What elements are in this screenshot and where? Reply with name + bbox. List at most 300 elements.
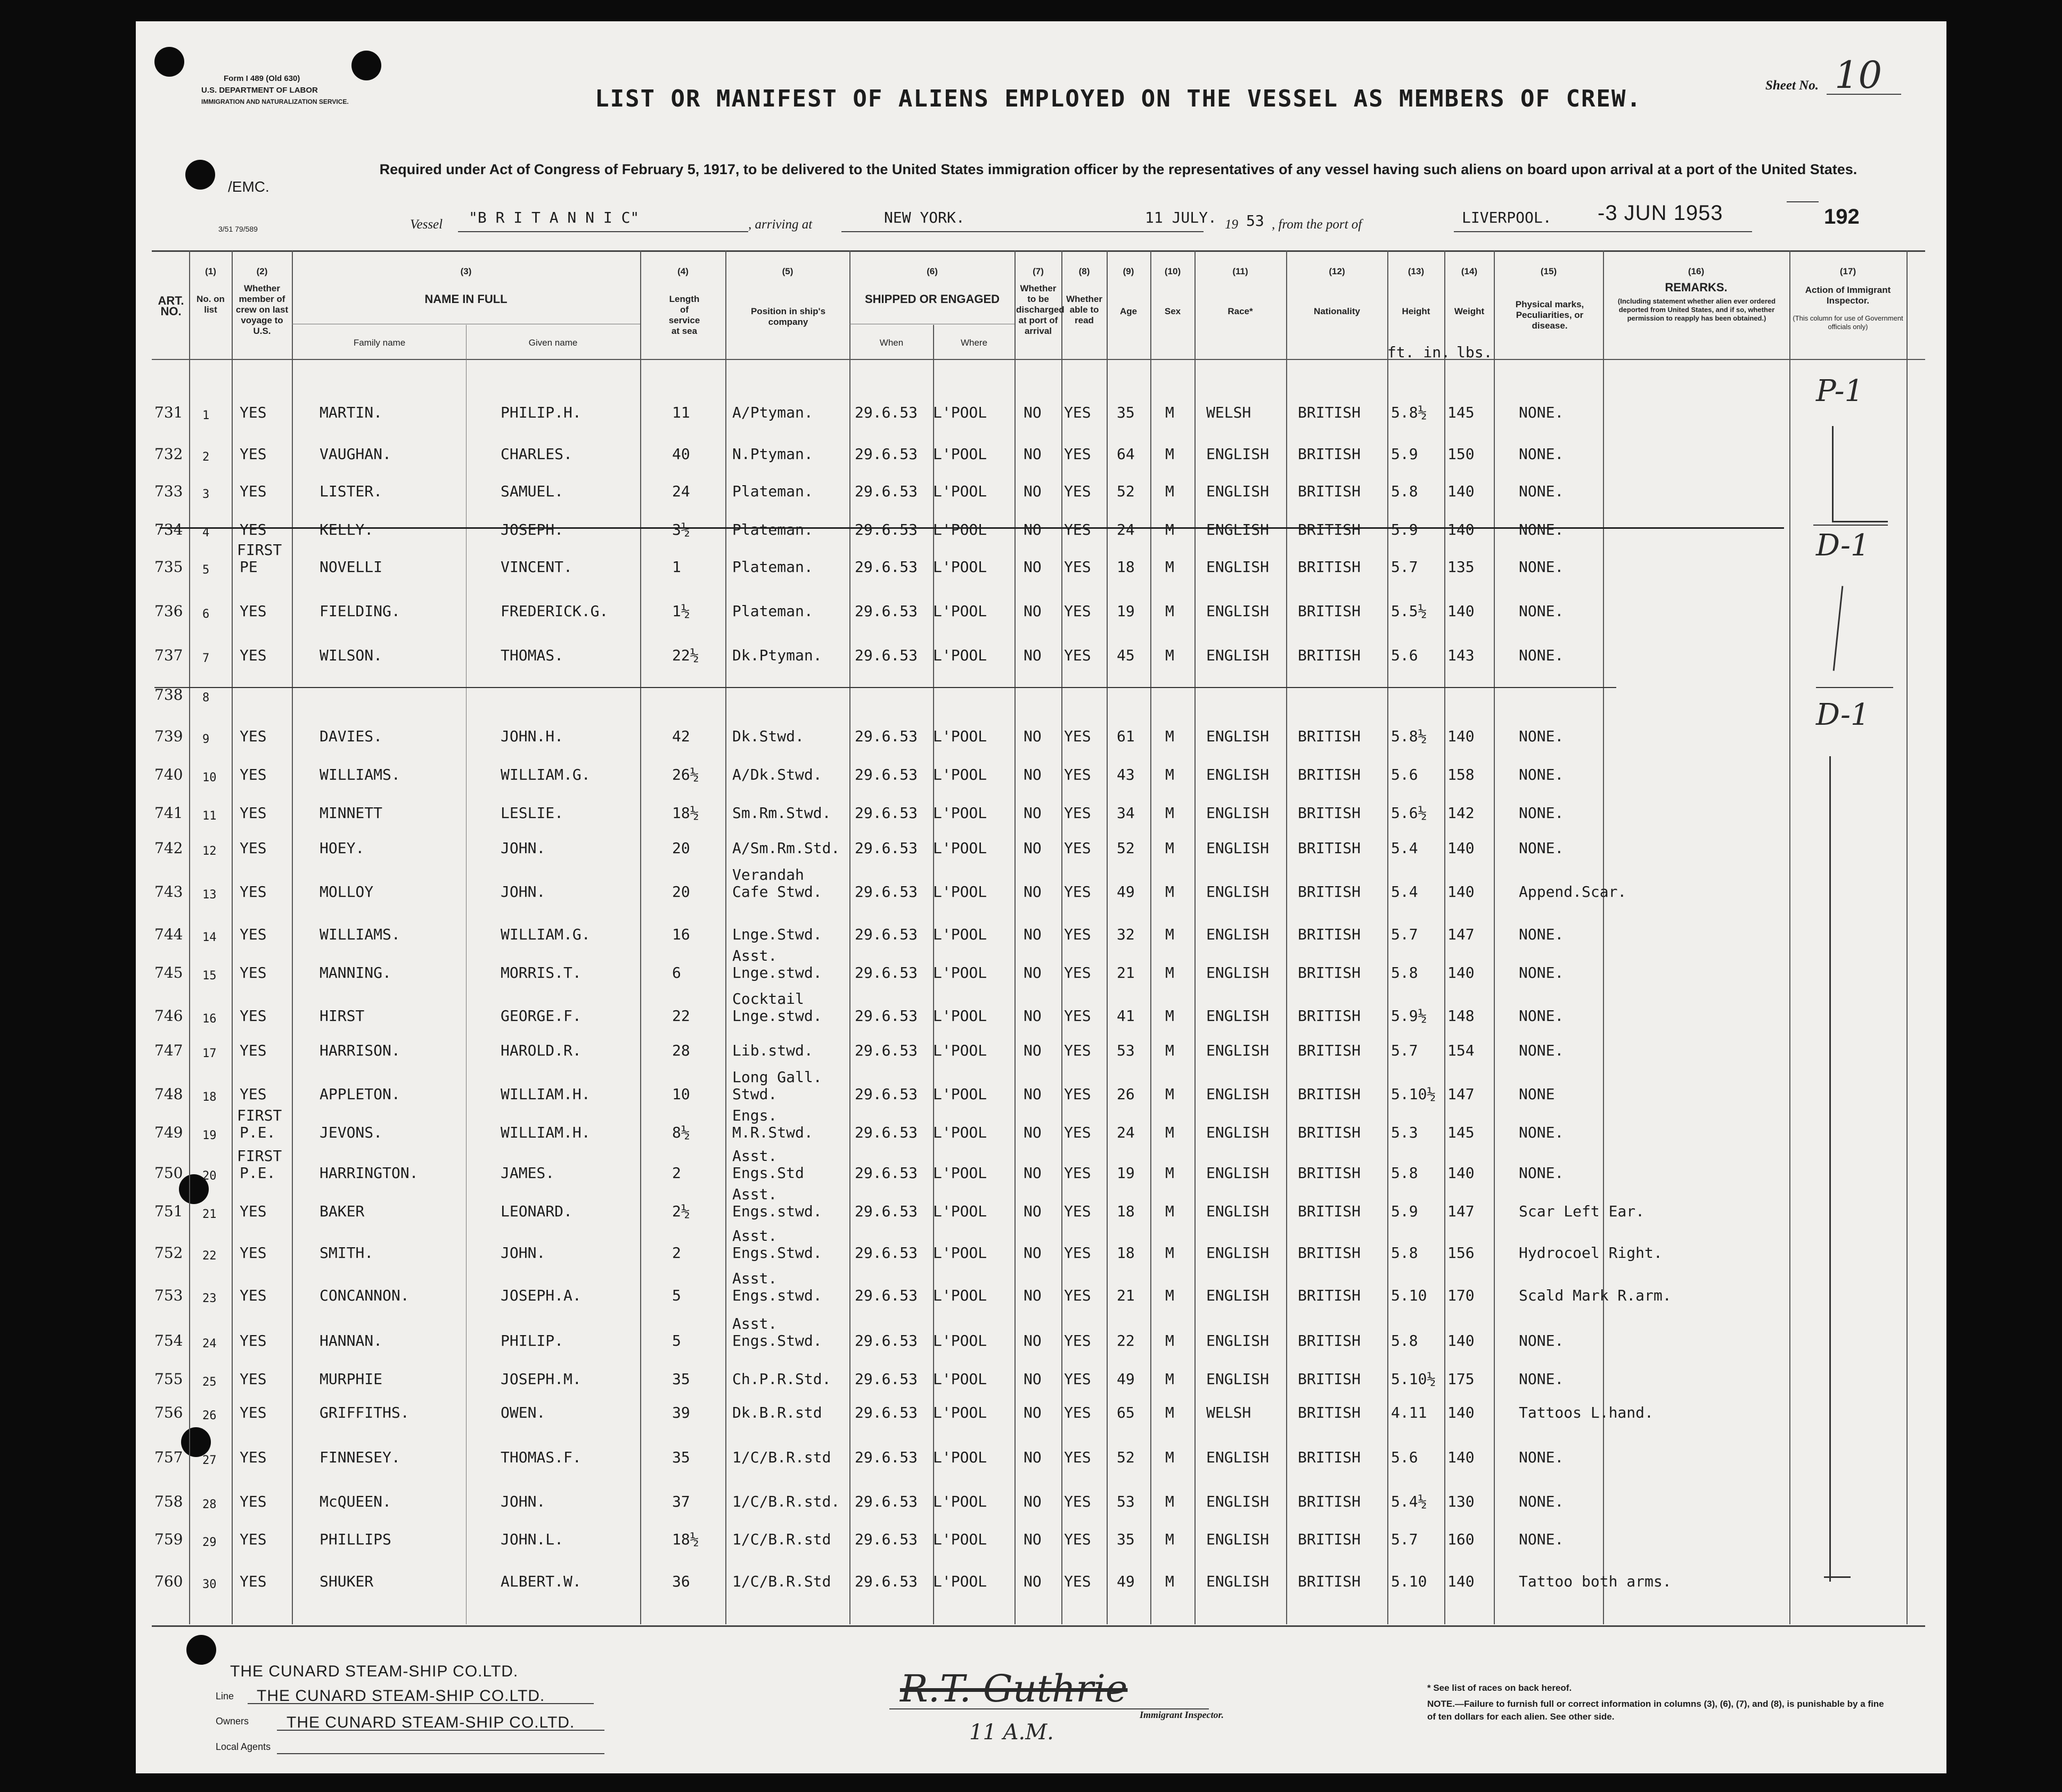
cell-when: 29.6.53 bbox=[855, 1042, 918, 1059]
cell-read: YES bbox=[1064, 1164, 1091, 1182]
cell-art: 739 bbox=[154, 727, 183, 745]
cell-given: JOSEPH.M. bbox=[501, 1370, 582, 1388]
cell-height: 5.7 bbox=[1391, 558, 1418, 576]
cell-no: 14 bbox=[202, 931, 217, 944]
cell-pos-prefix: Long Gall. bbox=[732, 1068, 822, 1086]
cell-service: 22 bbox=[672, 1007, 690, 1025]
col1-header: No. on list bbox=[197, 294, 225, 315]
col4-header: Length of service at sea bbox=[668, 294, 700, 336]
cell-art: 746 bbox=[154, 1007, 183, 1025]
cell-age: 65 bbox=[1117, 1404, 1135, 1421]
cell-age: 22 bbox=[1117, 1332, 1135, 1349]
cell-art: 758 bbox=[154, 1493, 183, 1510]
cell-weight: 147 bbox=[1447, 1085, 1475, 1103]
cell-age: 24 bbox=[1117, 521, 1135, 538]
cell-given: FREDERICK.G. bbox=[501, 602, 609, 620]
cell-nat: BRITISH bbox=[1298, 404, 1361, 421]
cell-dis: NO bbox=[1024, 839, 1042, 857]
cell-where: L'POOL bbox=[933, 445, 987, 463]
cell-marks: Scar Left Ear. bbox=[1519, 1202, 1645, 1220]
cell-when: 29.6.53 bbox=[855, 521, 918, 538]
cell-given: JOHN. bbox=[501, 1244, 546, 1262]
cell-last: YES bbox=[240, 482, 267, 500]
cell-race: ENGLISH bbox=[1206, 1573, 1270, 1590]
cell-given: THOMAS. bbox=[501, 647, 564, 664]
cell-last: YES bbox=[240, 926, 267, 943]
cell-last: YES bbox=[240, 1202, 267, 1220]
cell-sex: M bbox=[1165, 1164, 1174, 1182]
cell-nat: BRITISH bbox=[1298, 1124, 1361, 1141]
cell-last: YES bbox=[240, 766, 267, 783]
cell-last: YES bbox=[240, 883, 267, 901]
cell-height: 5.8 bbox=[1391, 1244, 1418, 1262]
cell-pos-prefix: Cocktail bbox=[732, 990, 804, 1008]
cell-service: 20 bbox=[672, 839, 690, 857]
col10-header: Sex bbox=[1164, 306, 1181, 316]
cell-race: ENGLISH bbox=[1206, 647, 1270, 664]
col7-num: (7) bbox=[1033, 266, 1044, 276]
cell-no: 22 bbox=[202, 1249, 217, 1263]
cell-given: ALBERT.W. bbox=[501, 1573, 582, 1590]
cell-when: 29.6.53 bbox=[855, 1124, 918, 1141]
col17-note: (This column for use of Government officials only) bbox=[1793, 314, 1903, 331]
col7-header: Whether to be discharged at port of arrival bbox=[1016, 283, 1065, 336]
cell-sex: M bbox=[1165, 558, 1174, 576]
cell-age: 61 bbox=[1117, 727, 1135, 745]
cell-last-prefix: FIRST bbox=[237, 541, 282, 559]
cell-no: 3 bbox=[202, 488, 210, 501]
cell-pos: 1/C/B.R.Std bbox=[732, 1573, 831, 1590]
cell-marks: NONE. bbox=[1519, 1531, 1564, 1548]
cell-race: ENGLISH bbox=[1206, 558, 1270, 576]
cell-given: JOHN. bbox=[501, 839, 546, 857]
cell-weight: 140 bbox=[1447, 1573, 1475, 1590]
col3-header: NAME IN FULL bbox=[424, 292, 508, 306]
year-prefix: 19 bbox=[1225, 217, 1238, 232]
cell-sex: M bbox=[1165, 1244, 1174, 1262]
given-name-header: Given name bbox=[528, 338, 578, 348]
cell-action: P-1 bbox=[1816, 374, 1864, 408]
cell-family: CONCANNON. bbox=[320, 1287, 410, 1304]
cell-read: YES bbox=[1064, 883, 1091, 901]
cell-read: YES bbox=[1064, 1449, 1091, 1466]
cell-pos: 1/C/B.R.std bbox=[732, 1531, 831, 1548]
cell-no: 30 bbox=[202, 1578, 217, 1591]
col4-num: (4) bbox=[677, 266, 689, 276]
cell-race: ENGLISH bbox=[1206, 964, 1270, 981]
cell-service: 35 bbox=[672, 1449, 690, 1466]
cell-race: ENGLISH bbox=[1206, 839, 1270, 857]
cell-marks: NONE. bbox=[1519, 602, 1564, 620]
punch-hole bbox=[185, 160, 215, 190]
cell-family: SHUKER bbox=[320, 1573, 374, 1590]
cell-height: 5.10 bbox=[1391, 1287, 1427, 1304]
cell-read: YES bbox=[1064, 1332, 1091, 1349]
cell-height: 5.9 bbox=[1391, 1202, 1418, 1220]
punch-hole bbox=[154, 47, 184, 77]
cell-where: L'POOL bbox=[933, 804, 987, 822]
height-unit: ft. in. bbox=[1387, 343, 1451, 361]
col16-num: (16) bbox=[1688, 266, 1705, 276]
cell-sex: M bbox=[1165, 804, 1174, 822]
cell-nat: BRITISH bbox=[1298, 1287, 1361, 1304]
cell-pos: Plateman. bbox=[732, 482, 813, 500]
cell-age: 21 bbox=[1117, 964, 1135, 981]
col2-num: (2) bbox=[256, 266, 268, 276]
cell-last: YES bbox=[240, 727, 267, 745]
cell-marks: NONE. bbox=[1519, 558, 1564, 576]
form-code: 3/51 79/589 bbox=[218, 225, 258, 233]
cell-where: L'POOL bbox=[933, 964, 987, 981]
cell-art: 753 bbox=[154, 1287, 183, 1304]
cell-where: L'POOL bbox=[933, 602, 987, 620]
cell-nat: BRITISH bbox=[1298, 727, 1361, 745]
cell-where: L'POOL bbox=[933, 1531, 987, 1548]
cell-given: JOSEPH.A. bbox=[501, 1287, 582, 1304]
cell-read: YES bbox=[1064, 839, 1091, 857]
cell-race: ENGLISH bbox=[1206, 1164, 1270, 1182]
cell-no: 5 bbox=[202, 563, 210, 577]
cell-sex: M bbox=[1165, 647, 1174, 664]
cell-last: YES bbox=[240, 1042, 267, 1059]
cell-when: 29.6.53 bbox=[855, 404, 918, 421]
cell-age: 52 bbox=[1117, 1449, 1135, 1466]
cell-nat: BRITISH bbox=[1298, 964, 1361, 981]
arrival-year: 53 bbox=[1246, 212, 1264, 230]
cell-family: WILLIAMS. bbox=[320, 766, 400, 783]
cell-service: 6 bbox=[672, 964, 681, 981]
cell-sex: M bbox=[1165, 1493, 1174, 1510]
time-note: 11 A.M. bbox=[969, 1720, 1054, 1745]
cell-weight: 135 bbox=[1447, 558, 1475, 576]
cell-marks: Append.Scar. bbox=[1519, 883, 1627, 901]
cell-race: ENGLISH bbox=[1206, 1042, 1270, 1059]
cell-age: 19 bbox=[1117, 1164, 1135, 1182]
cell-nat: BRITISH bbox=[1298, 1449, 1361, 1466]
cell-no: 20 bbox=[202, 1169, 217, 1183]
cell-service: 10 bbox=[672, 1085, 690, 1103]
cell-marks: NONE. bbox=[1519, 1370, 1564, 1388]
cell-service: 5 bbox=[672, 1287, 681, 1304]
cell-last: YES bbox=[240, 1531, 267, 1548]
cell-no: 25 bbox=[202, 1376, 217, 1389]
cell-marks: NONE bbox=[1519, 1085, 1555, 1103]
cell-when: 29.6.53 bbox=[855, 926, 918, 943]
cell-no: 12 bbox=[202, 845, 217, 858]
cell-no: 4 bbox=[202, 526, 210, 539]
cell-age: 35 bbox=[1117, 1531, 1135, 1548]
cell-sex: M bbox=[1165, 482, 1174, 500]
cell-when: 29.6.53 bbox=[855, 647, 918, 664]
cell-read: YES bbox=[1064, 558, 1091, 576]
cell-nat: BRITISH bbox=[1298, 926, 1361, 943]
cell-when: 29.6.53 bbox=[855, 482, 918, 500]
cell-nat: BRITISH bbox=[1298, 804, 1361, 822]
cell-age: 21 bbox=[1117, 1287, 1135, 1304]
cell-when: 29.6.53 bbox=[855, 727, 918, 745]
cell-dis: NO bbox=[1024, 1531, 1042, 1548]
company-stamp-2: THE CUNARD STEAM-SHIP CO.LTD. bbox=[257, 1687, 545, 1705]
cell-weight: 145 bbox=[1447, 404, 1475, 421]
cell-race: ENGLISH bbox=[1206, 926, 1270, 943]
cell-race: ENGLISH bbox=[1206, 1493, 1270, 1510]
cell-height: 5.4 bbox=[1391, 883, 1418, 901]
cell-pos: Engs.Std bbox=[732, 1164, 804, 1182]
cell-where: L'POOL bbox=[933, 1124, 987, 1141]
cell-service: 11 bbox=[672, 404, 690, 421]
emc-code: /EMC. bbox=[228, 178, 269, 195]
cell-read: YES bbox=[1064, 964, 1091, 981]
cell-art: 755 bbox=[154, 1370, 183, 1388]
cell-race: ENGLISH bbox=[1206, 804, 1270, 822]
cell-pos-prefix: Asst. bbox=[732, 1147, 778, 1165]
cell-read: YES bbox=[1064, 1244, 1091, 1262]
col14-header: Weight bbox=[1454, 306, 1485, 316]
cell-service: 28 bbox=[672, 1042, 690, 1059]
cell-dis: NO bbox=[1024, 926, 1042, 943]
cell-where: L'POOL bbox=[933, 1404, 987, 1421]
cell-weight: 148 bbox=[1447, 1007, 1475, 1025]
cell-dis: NO bbox=[1024, 445, 1042, 463]
cell-nat: BRITISH bbox=[1298, 1370, 1361, 1388]
cell-sex: M bbox=[1165, 1449, 1174, 1466]
cell-art: 750 bbox=[154, 1164, 183, 1182]
cell-marks: NONE. bbox=[1519, 964, 1564, 981]
cell-last: YES bbox=[240, 1244, 267, 1262]
col10-num: (10) bbox=[1164, 266, 1181, 276]
cell-pos: A/Ptyman. bbox=[732, 404, 813, 421]
cell-height: 5.3 bbox=[1391, 1124, 1418, 1141]
cell-no: 26 bbox=[202, 1409, 217, 1422]
cell-family: GRIFFITHS. bbox=[320, 1404, 410, 1421]
from-port-label: , from the port of bbox=[1272, 217, 1362, 232]
cell-dis: NO bbox=[1024, 558, 1042, 576]
cell-last: PE bbox=[240, 558, 258, 576]
cell-race: ENGLISH bbox=[1206, 1449, 1270, 1466]
cell-height: 5.9 bbox=[1391, 445, 1418, 463]
cell-last: YES bbox=[240, 839, 267, 857]
cell-service: 2 bbox=[672, 1244, 681, 1262]
cell-nat: BRITISH bbox=[1298, 1332, 1361, 1349]
cell-race: ENGLISH bbox=[1206, 1244, 1270, 1262]
cell-given: JOSEPH. bbox=[501, 521, 564, 538]
cell-pos: Dk.B.R.std bbox=[732, 1404, 822, 1421]
cell-given: PHILIP. bbox=[501, 1332, 564, 1349]
cell-age: 32 bbox=[1117, 926, 1135, 943]
cell-marks: NONE. bbox=[1519, 404, 1564, 421]
cell-sex: M bbox=[1165, 1202, 1174, 1220]
col12-header: Nationality bbox=[1314, 306, 1360, 316]
cell-where: L'POOL bbox=[933, 1042, 987, 1059]
cell-nat: BRITISH bbox=[1298, 602, 1361, 620]
cell-given: LEONARD. bbox=[501, 1202, 572, 1220]
cell-age: 53 bbox=[1117, 1493, 1135, 1510]
cell-read: YES bbox=[1064, 1042, 1091, 1059]
cell-last: YES bbox=[240, 1449, 267, 1466]
cell-weight: 130 bbox=[1447, 1493, 1475, 1510]
cell-where: L'POOL bbox=[933, 1287, 987, 1304]
cell-last: YES bbox=[240, 1493, 267, 1510]
cell-weight: 147 bbox=[1447, 926, 1475, 943]
cell-given: JAMES. bbox=[501, 1164, 555, 1182]
cell-pos-prefix: Asst. bbox=[732, 1315, 778, 1332]
cell-last: YES bbox=[240, 521, 267, 538]
cell-art: 740 bbox=[154, 766, 183, 783]
cell-art: 737 bbox=[154, 647, 183, 664]
cell-age: 52 bbox=[1117, 839, 1135, 857]
cell-weight: 140 bbox=[1447, 1164, 1475, 1182]
col13-header: Height bbox=[1402, 306, 1430, 316]
cell-height: 5.8½ bbox=[1391, 404, 1427, 421]
cell-art: 744 bbox=[154, 926, 183, 943]
cell-height: 5.10 bbox=[1391, 1573, 1427, 1590]
cell-dis: NO bbox=[1024, 404, 1042, 421]
col11-num: (11) bbox=[1232, 266, 1248, 276]
cell-no: 6 bbox=[202, 608, 210, 621]
sheet-label: Sheet No. bbox=[1765, 78, 1819, 93]
cell-given: WILLIAM.H. bbox=[501, 1085, 591, 1103]
cell-read: YES bbox=[1064, 602, 1091, 620]
cell-race: WELSH bbox=[1206, 404, 1251, 421]
cell-family: PHILLIPS bbox=[320, 1531, 391, 1548]
cell-race: ENGLISH bbox=[1206, 1370, 1270, 1388]
cell-art: 748 bbox=[154, 1085, 183, 1103]
cell-last: YES bbox=[240, 647, 267, 664]
cell-where: L'POOL bbox=[933, 926, 987, 943]
cell-when: 29.6.53 bbox=[855, 445, 918, 463]
cell-pos: Lnge.stwd. bbox=[732, 964, 822, 981]
cell-pos: A/Dk.Stwd. bbox=[732, 766, 822, 783]
cell-nat: BRITISH bbox=[1298, 1404, 1361, 1421]
cell-no: 1 bbox=[202, 409, 210, 422]
cell-where: L'POOL bbox=[933, 1085, 987, 1103]
cell-where: L'POOL bbox=[933, 839, 987, 857]
cell-sex: M bbox=[1165, 521, 1174, 538]
cell-marks: NONE. bbox=[1519, 1124, 1564, 1141]
inspector-label: Immigrant Inspector. bbox=[1140, 1709, 1224, 1720]
cell-sex: M bbox=[1165, 1573, 1174, 1590]
cell-dis: NO bbox=[1024, 1164, 1042, 1182]
cell-race: ENGLISH bbox=[1206, 1085, 1270, 1103]
cell-where: L'POOL bbox=[933, 558, 987, 576]
cell-family: HOEY. bbox=[320, 839, 365, 857]
cell-pos: Cafe Stwd. bbox=[732, 883, 822, 901]
department-label: U.S. DEPARTMENT OF LABOR bbox=[201, 86, 318, 95]
cell-when: 29.6.53 bbox=[855, 1332, 918, 1349]
cell-no: 28 bbox=[202, 1498, 217, 1511]
cell-no: 21 bbox=[202, 1208, 217, 1221]
cell-when: 29.6.53 bbox=[855, 1287, 918, 1304]
cell-sex: M bbox=[1165, 1287, 1174, 1304]
cell-weight: 140 bbox=[1447, 1332, 1475, 1349]
cell-service: 39 bbox=[672, 1404, 690, 1421]
cell-dis: NO bbox=[1024, 1370, 1042, 1388]
cell-marks: NONE. bbox=[1519, 839, 1564, 857]
cell-art: 736 bbox=[154, 602, 183, 620]
col13-num: (13) bbox=[1408, 266, 1425, 276]
col6-num: (6) bbox=[927, 266, 938, 276]
cell-pos: M.R.Stwd. bbox=[732, 1124, 813, 1141]
where-header: Where bbox=[960, 338, 988, 348]
agents-label: Local Agents bbox=[216, 1741, 271, 1752]
cell-nat: BRITISH bbox=[1298, 883, 1361, 901]
cell-marks: NONE. bbox=[1519, 1164, 1564, 1182]
col9-header: Age bbox=[1119, 306, 1138, 316]
cell-family: HARRISON. bbox=[320, 1042, 400, 1059]
cell-dis: NO bbox=[1024, 727, 1042, 745]
cell-pos-prefix: Engs. bbox=[732, 1107, 778, 1124]
cell-last: YES bbox=[240, 1573, 267, 1590]
cell-weight: 170 bbox=[1447, 1287, 1475, 1304]
cell-race: ENGLISH bbox=[1206, 521, 1270, 538]
cell-where: L'POOL bbox=[933, 404, 987, 421]
cell-given: OWEN. bbox=[501, 1404, 546, 1421]
cell-where: L'POOL bbox=[933, 766, 987, 783]
cell-read: YES bbox=[1064, 1287, 1091, 1304]
cell-nat: BRITISH bbox=[1298, 1493, 1361, 1510]
col1-num: (1) bbox=[205, 266, 216, 276]
cell-race: ENGLISH bbox=[1206, 883, 1270, 901]
cell-no: 23 bbox=[202, 1292, 217, 1305]
cell-last: YES bbox=[240, 964, 267, 981]
cell-given: MORRIS.T. bbox=[501, 964, 582, 981]
cell-service: 2 bbox=[672, 1164, 681, 1182]
cell-given: SAMUEL. bbox=[501, 482, 564, 500]
cell-race: WELSH bbox=[1206, 1404, 1251, 1421]
cell-no: 18 bbox=[202, 1091, 217, 1104]
cell-age: 45 bbox=[1117, 647, 1135, 664]
cell-marks: Tattoo both arms. bbox=[1519, 1573, 1672, 1590]
cell-service: 18½ bbox=[672, 1531, 699, 1548]
col5-header: Position in ship's company bbox=[750, 306, 826, 327]
cell-art: 757 bbox=[154, 1449, 183, 1466]
cell-age: 41 bbox=[1117, 1007, 1135, 1025]
cell-where: L'POOL bbox=[933, 647, 987, 664]
cell-sex: M bbox=[1165, 602, 1174, 620]
cell-read: YES bbox=[1064, 926, 1091, 943]
cell-given: WILLIAM.G. bbox=[501, 926, 591, 943]
cell-service: 1 bbox=[672, 558, 681, 576]
cell-dis: NO bbox=[1024, 1085, 1042, 1103]
cell-race: ENGLISH bbox=[1206, 1287, 1270, 1304]
cell-when: 29.6.53 bbox=[855, 839, 918, 857]
cell-nat: BRITISH bbox=[1298, 766, 1361, 783]
cell-height: 5.7 bbox=[1391, 1531, 1418, 1548]
cell-height: 5.9 bbox=[1391, 521, 1418, 538]
cell-nat: BRITISH bbox=[1298, 1085, 1361, 1103]
cell-pos: Dk.Stwd. bbox=[732, 727, 804, 745]
cell-pos-prefix: Asst. bbox=[732, 1185, 778, 1203]
col15-header: Physical marks, Peculiarities, or disease. bbox=[1515, 299, 1584, 331]
cell-last: YES bbox=[240, 1332, 267, 1349]
cell-service: 3½ bbox=[672, 521, 690, 538]
cell-dis: NO bbox=[1024, 1042, 1042, 1059]
cell-family: HARRINGTON. bbox=[320, 1164, 419, 1182]
cell-given: JOHN.H. bbox=[501, 727, 564, 745]
cell-sex: M bbox=[1165, 727, 1174, 745]
company-stamp-1: THE CUNARD STEAM-SHIP CO.LTD. bbox=[230, 1663, 519, 1680]
cell-family: SMITH. bbox=[320, 1244, 374, 1262]
cell-pos: Engs.stwd. bbox=[732, 1287, 822, 1304]
cell-race: ENGLISH bbox=[1206, 482, 1270, 500]
cell-height: 5.8 bbox=[1391, 1332, 1418, 1349]
cell-race: ENGLISH bbox=[1206, 766, 1270, 783]
cell-read: YES bbox=[1064, 404, 1091, 421]
cell-last: YES bbox=[240, 1370, 267, 1388]
cell-race: ENGLISH bbox=[1206, 727, 1270, 745]
col14-num: (14) bbox=[1461, 266, 1478, 276]
manifest-subtitle: Required under Act of Congress of February 5, 1917, to be delivered to the United States immigration officer by the representatives of any vessel having such aliens on board upon arrival at a port of the United States. bbox=[379, 161, 1858, 177]
